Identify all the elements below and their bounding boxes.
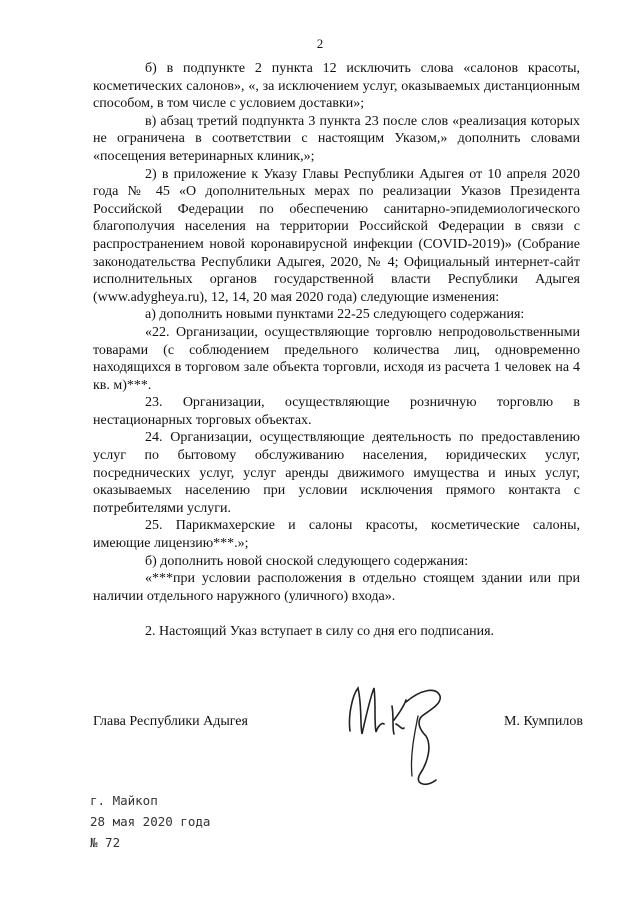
signature-block <box>93 713 583 733</box>
paragraph: 2. Настоящий Указ вступает в силу со дня его подписания. <box>145 624 495 639</box>
paragraph-spacer <box>93 605 580 623</box>
stamp-number: № 72 <box>90 835 121 850</box>
paragraph: 25. Парикмахерские и салоны красоты, косметические салоны, имеющие лицензию***.»; <box>93 518 580 552</box>
paragraph: а) дополнить новыми пунктами 22-25 следующего содержания: <box>145 307 525 323</box>
paragraph: 24. Организации, осуществляющие деятельность по предоставлению услуг по бытовому обслуживанию населения, юридических услуг, посреднических услуг, услуг аренды движимого имущества и иных услуг, оказываемых населению при условии исключения прямого контакта с потребителями услуги. <box>93 430 580 516</box>
paragraph: б) дополнить новой сноской следующего содержания: <box>145 553 469 569</box>
paragraph: «***при условии расположения в отдельно стоящем здании или при наличии отдельного наружного (уличного) входа». <box>93 571 580 604</box>
handwritten-signature <box>340 676 450 792</box>
document-body <box>93 60 580 641</box>
signatory-name: М. Кумпилов <box>504 714 583 729</box>
paragraph: 2) в приложение к Указу Главы Республики Адыгея от 10 апреля 2020 года № 45 «О дополнительных мерах по реализации Указов Президента Российской Федерации по обеспечению санитарно-эпидемиологического благополучия населения на территории Российской Федерации в связи с распространением новой коронавирусной инфекции (COVID-2019)» (Собрание законодательства Республики Адыгея, 2020, № 4; Официальный интернет-сайт исполнительных органов государственной власти Республики Адыгея (www.adygheya.ru), 12, 14, 20 мая 2020 года) следующие изменения: <box>93 166 580 305</box>
page-number: 2 <box>316 36 324 51</box>
paragraph: б) в подпункте 2 пункта 12 исключить слова «салонов красоты, косметических салонов», «, за исключением услуг, оказываемых дистанционным способом, в том числе с условием доставки»; <box>93 61 580 112</box>
signatory-position: Глава Республики Адыгея <box>93 714 248 729</box>
paragraph: в) абзац третий подпункта 3 пункта 23 после слов «реализация которых не ограничена в соответствии с настоящим Указом,» дополнить словами «посещения ветеринарных клиник,»; <box>93 113 580 164</box>
paragraph: «22. Организации, осуществляющие торговлю непродовольственными товарами (с соблюдением предельного количества лиц, одновременно находящихся в торговом зале объекта торговли, исходя из расчета 1 человек на 4 кв. м)***. <box>93 324 580 393</box>
registration-stamp <box>90 790 210 853</box>
paragraph: 23. Организации, осуществляющие розничную торговлю в нестационарных торговых объектах. <box>93 395 580 428</box>
stamp-date: 28 мая 2020 года <box>90 814 211 829</box>
stamp-city: г. Майкоп <box>90 793 158 808</box>
